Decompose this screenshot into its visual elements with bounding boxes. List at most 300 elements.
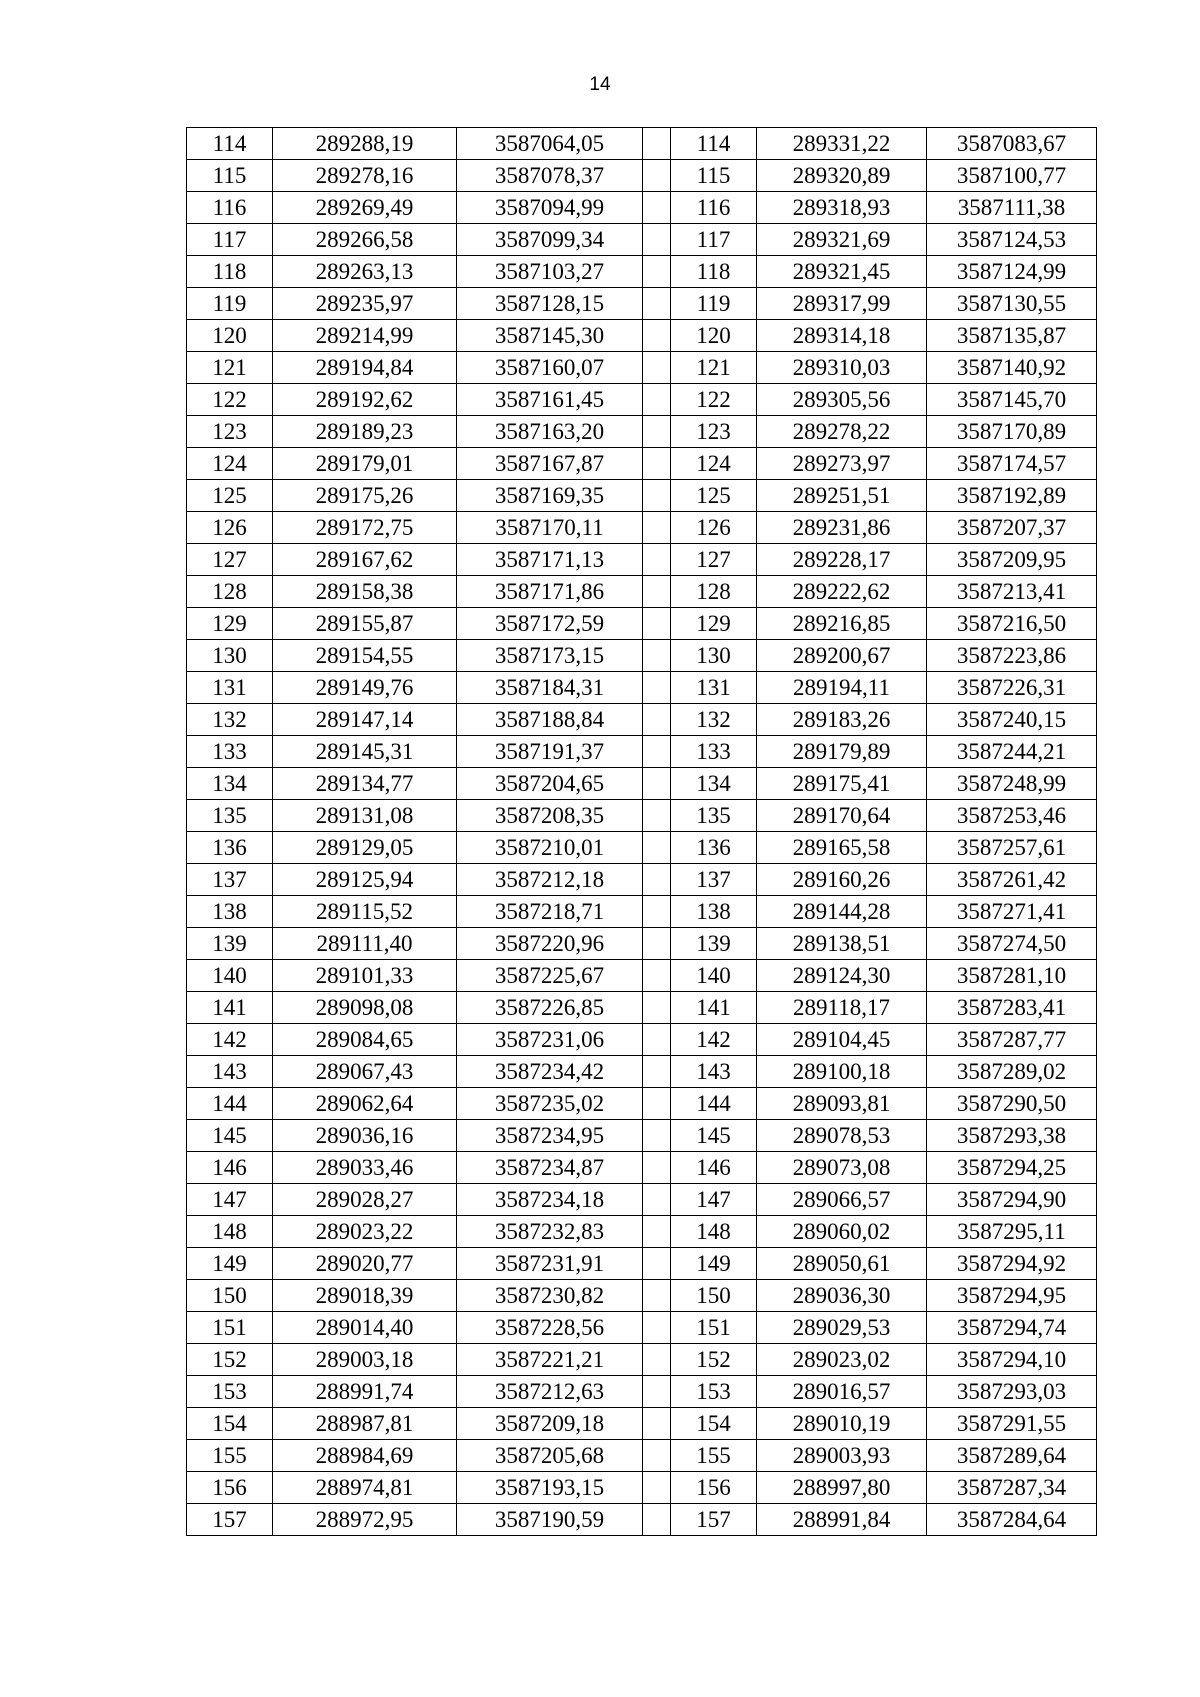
right-point-number-cell: 144 bbox=[671, 1088, 757, 1120]
left-x-coordinate-cell: 289003,18 bbox=[273, 1344, 457, 1376]
table-row bbox=[187, 992, 1097, 1024]
left-y-coordinate-cell: 3587193,15 bbox=[457, 1472, 643, 1504]
right-y-coordinate-cell: 3587283,41 bbox=[927, 992, 1097, 1024]
right-y-coordinate-cell: 3587140,92 bbox=[927, 352, 1097, 384]
right-x-coordinate-cell: 289093,81 bbox=[757, 1088, 927, 1120]
table-row bbox=[187, 640, 1097, 672]
right-x-coordinate-cell: 289036,30 bbox=[757, 1280, 927, 1312]
right-y-coordinate-cell: 3587257,61 bbox=[927, 832, 1097, 864]
table-row bbox=[187, 800, 1097, 832]
right-x-coordinate-cell: 289010,19 bbox=[757, 1408, 927, 1440]
right-y-coordinate-cell: 3587290,50 bbox=[927, 1088, 1097, 1120]
table-row bbox=[187, 288, 1097, 320]
left-point-number-cell: 149 bbox=[187, 1248, 273, 1280]
left-x-coordinate-cell: 289101,33 bbox=[273, 960, 457, 992]
left-point-number-cell: 126 bbox=[187, 512, 273, 544]
left-x-coordinate-cell: 289288,19 bbox=[273, 128, 457, 160]
spacer-cell bbox=[643, 448, 671, 480]
left-x-coordinate-cell: 288991,74 bbox=[273, 1376, 457, 1408]
left-y-coordinate-cell: 3587173,15 bbox=[457, 640, 643, 672]
right-point-number-cell: 155 bbox=[671, 1440, 757, 1472]
table-row bbox=[187, 448, 1097, 480]
right-y-coordinate-cell: 3587192,89 bbox=[927, 480, 1097, 512]
left-y-coordinate-cell: 3587064,05 bbox=[457, 128, 643, 160]
spacer-cell bbox=[643, 512, 671, 544]
left-point-number-cell: 114 bbox=[187, 128, 273, 160]
right-y-coordinate-cell: 3587213,41 bbox=[927, 576, 1097, 608]
table-row bbox=[187, 896, 1097, 928]
table-row bbox=[187, 416, 1097, 448]
left-y-coordinate-cell: 3587225,67 bbox=[457, 960, 643, 992]
right-x-coordinate-cell: 288991,84 bbox=[757, 1504, 927, 1536]
left-point-number-cell: 123 bbox=[187, 416, 273, 448]
left-y-coordinate-cell: 3587167,87 bbox=[457, 448, 643, 480]
left-x-coordinate-cell: 289214,99 bbox=[273, 320, 457, 352]
right-y-coordinate-cell: 3587274,50 bbox=[927, 928, 1097, 960]
right-y-coordinate-cell: 3587207,37 bbox=[927, 512, 1097, 544]
right-x-coordinate-cell: 289200,67 bbox=[757, 640, 927, 672]
spacer-cell bbox=[643, 320, 671, 352]
left-y-coordinate-cell: 3587205,68 bbox=[457, 1440, 643, 1472]
right-point-number-cell: 147 bbox=[671, 1184, 757, 1216]
spacer-cell bbox=[643, 1088, 671, 1120]
left-x-coordinate-cell: 289154,55 bbox=[273, 640, 457, 672]
right-y-coordinate-cell: 3587294,25 bbox=[927, 1152, 1097, 1184]
right-y-coordinate-cell: 3587111,38 bbox=[927, 192, 1097, 224]
right-y-coordinate-cell: 3587271,41 bbox=[927, 896, 1097, 928]
table-row bbox=[187, 704, 1097, 736]
right-point-number-cell: 129 bbox=[671, 608, 757, 640]
left-y-coordinate-cell: 3587163,20 bbox=[457, 416, 643, 448]
spacer-cell bbox=[643, 736, 671, 768]
spacer-cell bbox=[643, 352, 671, 384]
right-point-number-cell: 153 bbox=[671, 1376, 757, 1408]
table-row bbox=[187, 736, 1097, 768]
right-point-number-cell: 114 bbox=[671, 128, 757, 160]
left-x-coordinate-cell: 289167,62 bbox=[273, 544, 457, 576]
right-x-coordinate-cell: 289023,02 bbox=[757, 1344, 927, 1376]
left-x-coordinate-cell: 289263,13 bbox=[273, 256, 457, 288]
left-y-coordinate-cell: 3587218,71 bbox=[457, 896, 643, 928]
left-point-number-cell: 140 bbox=[187, 960, 273, 992]
left-x-coordinate-cell: 289269,49 bbox=[273, 192, 457, 224]
right-y-coordinate-cell: 3587124,99 bbox=[927, 256, 1097, 288]
left-point-number-cell: 125 bbox=[187, 480, 273, 512]
right-point-number-cell: 128 bbox=[671, 576, 757, 608]
left-point-number-cell: 153 bbox=[187, 1376, 273, 1408]
left-x-coordinate-cell: 289131,08 bbox=[273, 800, 457, 832]
right-point-number-cell: 145 bbox=[671, 1120, 757, 1152]
left-x-coordinate-cell: 289028,27 bbox=[273, 1184, 457, 1216]
left-point-number-cell: 122 bbox=[187, 384, 273, 416]
right-point-number-cell: 127 bbox=[671, 544, 757, 576]
left-y-coordinate-cell: 3587188,84 bbox=[457, 704, 643, 736]
left-x-coordinate-cell: 289278,16 bbox=[273, 160, 457, 192]
left-point-number-cell: 137 bbox=[187, 864, 273, 896]
right-x-coordinate-cell: 289118,17 bbox=[757, 992, 927, 1024]
left-x-coordinate-cell: 289235,97 bbox=[273, 288, 457, 320]
right-y-coordinate-cell: 3587209,95 bbox=[927, 544, 1097, 576]
right-y-coordinate-cell: 3587253,46 bbox=[927, 800, 1097, 832]
right-point-number-cell: 116 bbox=[671, 192, 757, 224]
table-row bbox=[187, 1472, 1097, 1504]
right-point-number-cell: 139 bbox=[671, 928, 757, 960]
left-y-coordinate-cell: 3587220,96 bbox=[457, 928, 643, 960]
right-point-number-cell: 126 bbox=[671, 512, 757, 544]
left-y-coordinate-cell: 3587228,56 bbox=[457, 1312, 643, 1344]
right-y-coordinate-cell: 3587145,70 bbox=[927, 384, 1097, 416]
right-y-coordinate-cell: 3587248,99 bbox=[927, 768, 1097, 800]
left-point-number-cell: 131 bbox=[187, 672, 273, 704]
left-x-coordinate-cell: 289018,39 bbox=[273, 1280, 457, 1312]
right-y-coordinate-cell: 3587284,64 bbox=[927, 1504, 1097, 1536]
left-point-number-cell: 120 bbox=[187, 320, 273, 352]
left-point-number-cell: 118 bbox=[187, 256, 273, 288]
right-point-number-cell: 141 bbox=[671, 992, 757, 1024]
right-x-coordinate-cell: 289273,97 bbox=[757, 448, 927, 480]
spacer-cell bbox=[643, 1280, 671, 1312]
spacer-cell bbox=[643, 544, 671, 576]
table-row bbox=[187, 1184, 1097, 1216]
right-y-coordinate-cell: 3587223,86 bbox=[927, 640, 1097, 672]
right-y-coordinate-cell: 3587124,53 bbox=[927, 224, 1097, 256]
right-x-coordinate-cell: 289222,62 bbox=[757, 576, 927, 608]
table-row bbox=[187, 128, 1097, 160]
right-y-coordinate-cell: 3587216,50 bbox=[927, 608, 1097, 640]
right-y-coordinate-cell: 3587226,31 bbox=[927, 672, 1097, 704]
left-point-number-cell: 119 bbox=[187, 288, 273, 320]
left-point-number-cell: 144 bbox=[187, 1088, 273, 1120]
left-y-coordinate-cell: 3587184,31 bbox=[457, 672, 643, 704]
table-row bbox=[187, 608, 1097, 640]
left-point-number-cell: 130 bbox=[187, 640, 273, 672]
left-y-coordinate-cell: 3587235,02 bbox=[457, 1088, 643, 1120]
table-row bbox=[187, 1504, 1097, 1536]
right-x-coordinate-cell: 289305,56 bbox=[757, 384, 927, 416]
left-y-coordinate-cell: 3587099,34 bbox=[457, 224, 643, 256]
spacer-cell bbox=[643, 128, 671, 160]
right-point-number-cell: 150 bbox=[671, 1280, 757, 1312]
spacer-cell bbox=[643, 832, 671, 864]
right-x-coordinate-cell: 289144,28 bbox=[757, 896, 927, 928]
table-row bbox=[187, 256, 1097, 288]
right-point-number-cell: 148 bbox=[671, 1216, 757, 1248]
left-x-coordinate-cell: 289192,62 bbox=[273, 384, 457, 416]
right-x-coordinate-cell: 289314,18 bbox=[757, 320, 927, 352]
right-point-number-cell: 121 bbox=[671, 352, 757, 384]
table-row bbox=[187, 224, 1097, 256]
left-x-coordinate-cell: 288972,95 bbox=[273, 1504, 457, 1536]
left-point-number-cell: 117 bbox=[187, 224, 273, 256]
right-point-number-cell: 134 bbox=[671, 768, 757, 800]
left-x-coordinate-cell: 289067,43 bbox=[273, 1056, 457, 1088]
left-y-coordinate-cell: 3587232,83 bbox=[457, 1216, 643, 1248]
right-point-number-cell: 130 bbox=[671, 640, 757, 672]
table-row bbox=[187, 544, 1097, 576]
spacer-cell bbox=[643, 384, 671, 416]
right-point-number-cell: 157 bbox=[671, 1504, 757, 1536]
right-x-coordinate-cell: 289073,08 bbox=[757, 1152, 927, 1184]
table-row bbox=[187, 672, 1097, 704]
right-y-coordinate-cell: 3587174,57 bbox=[927, 448, 1097, 480]
left-x-coordinate-cell: 289020,77 bbox=[273, 1248, 457, 1280]
right-x-coordinate-cell: 289228,17 bbox=[757, 544, 927, 576]
right-x-coordinate-cell: 289194,11 bbox=[757, 672, 927, 704]
left-x-coordinate-cell: 289062,64 bbox=[273, 1088, 457, 1120]
spacer-cell bbox=[643, 1152, 671, 1184]
spacer-cell bbox=[643, 992, 671, 1024]
right-x-coordinate-cell: 289183,26 bbox=[757, 704, 927, 736]
right-y-coordinate-cell: 3587130,55 bbox=[927, 288, 1097, 320]
left-x-coordinate-cell: 289266,58 bbox=[273, 224, 457, 256]
left-x-coordinate-cell: 289098,08 bbox=[273, 992, 457, 1024]
left-point-number-cell: 147 bbox=[187, 1184, 273, 1216]
right-point-number-cell: 140 bbox=[671, 960, 757, 992]
left-point-number-cell: 150 bbox=[187, 1280, 273, 1312]
coordinates-table-body bbox=[187, 128, 1097, 1536]
right-x-coordinate-cell: 289278,22 bbox=[757, 416, 927, 448]
left-x-coordinate-cell: 289134,77 bbox=[273, 768, 457, 800]
left-x-coordinate-cell: 289145,31 bbox=[273, 736, 457, 768]
left-x-coordinate-cell: 289014,40 bbox=[273, 1312, 457, 1344]
spacer-cell bbox=[643, 704, 671, 736]
left-y-coordinate-cell: 3587103,27 bbox=[457, 256, 643, 288]
table-row bbox=[187, 768, 1097, 800]
spacer-cell bbox=[643, 1440, 671, 1472]
spacer-cell bbox=[643, 1472, 671, 1504]
right-x-coordinate-cell: 289216,85 bbox=[757, 608, 927, 640]
right-y-coordinate-cell: 3587295,11 bbox=[927, 1216, 1097, 1248]
left-y-coordinate-cell: 3587234,18 bbox=[457, 1184, 643, 1216]
left-y-coordinate-cell: 3587172,59 bbox=[457, 608, 643, 640]
right-x-coordinate-cell: 289320,89 bbox=[757, 160, 927, 192]
right-x-coordinate-cell: 289317,99 bbox=[757, 288, 927, 320]
right-y-coordinate-cell: 3587281,10 bbox=[927, 960, 1097, 992]
spacer-cell bbox=[643, 256, 671, 288]
right-point-number-cell: 138 bbox=[671, 896, 757, 928]
table-row bbox=[187, 1152, 1097, 1184]
left-point-number-cell: 116 bbox=[187, 192, 273, 224]
right-y-coordinate-cell: 3587289,64 bbox=[927, 1440, 1097, 1472]
left-y-coordinate-cell: 3587191,37 bbox=[457, 736, 643, 768]
left-point-number-cell: 152 bbox=[187, 1344, 273, 1376]
table-row bbox=[187, 352, 1097, 384]
right-y-coordinate-cell: 3587287,34 bbox=[927, 1472, 1097, 1504]
spacer-cell bbox=[643, 768, 671, 800]
left-y-coordinate-cell: 3587231,06 bbox=[457, 1024, 643, 1056]
right-point-number-cell: 132 bbox=[671, 704, 757, 736]
table-row bbox=[187, 1280, 1097, 1312]
left-point-number-cell: 146 bbox=[187, 1152, 273, 1184]
left-x-coordinate-cell: 289129,05 bbox=[273, 832, 457, 864]
left-x-coordinate-cell: 289158,38 bbox=[273, 576, 457, 608]
left-y-coordinate-cell: 3587234,87 bbox=[457, 1152, 643, 1184]
spacer-cell bbox=[643, 800, 671, 832]
spacer-cell bbox=[643, 960, 671, 992]
left-point-number-cell: 145 bbox=[187, 1120, 273, 1152]
right-y-coordinate-cell: 3587294,74 bbox=[927, 1312, 1097, 1344]
table-row bbox=[187, 1088, 1097, 1120]
right-y-coordinate-cell: 3587293,03 bbox=[927, 1376, 1097, 1408]
left-x-coordinate-cell: 289023,22 bbox=[273, 1216, 457, 1248]
right-x-coordinate-cell: 289175,41 bbox=[757, 768, 927, 800]
left-y-coordinate-cell: 3587145,30 bbox=[457, 320, 643, 352]
left-y-coordinate-cell: 3587221,21 bbox=[457, 1344, 643, 1376]
right-x-coordinate-cell: 289165,58 bbox=[757, 832, 927, 864]
right-point-number-cell: 146 bbox=[671, 1152, 757, 1184]
left-y-coordinate-cell: 3587230,82 bbox=[457, 1280, 643, 1312]
spacer-cell bbox=[643, 1376, 671, 1408]
right-y-coordinate-cell: 3587240,15 bbox=[927, 704, 1097, 736]
right-x-coordinate-cell: 289138,51 bbox=[757, 928, 927, 960]
left-y-coordinate-cell: 3587161,45 bbox=[457, 384, 643, 416]
spacer-cell bbox=[643, 928, 671, 960]
left-x-coordinate-cell: 289125,94 bbox=[273, 864, 457, 896]
right-x-coordinate-cell: 289170,64 bbox=[757, 800, 927, 832]
table-row bbox=[187, 832, 1097, 864]
right-x-coordinate-cell: 289124,30 bbox=[757, 960, 927, 992]
right-x-coordinate-cell: 289251,51 bbox=[757, 480, 927, 512]
spacer-cell bbox=[643, 480, 671, 512]
table-row bbox=[187, 1344, 1097, 1376]
spacer-cell bbox=[643, 1120, 671, 1152]
left-x-coordinate-cell: 289172,75 bbox=[273, 512, 457, 544]
right-point-number-cell: 137 bbox=[671, 864, 757, 896]
right-y-coordinate-cell: 3587294,90 bbox=[927, 1184, 1097, 1216]
left-point-number-cell: 132 bbox=[187, 704, 273, 736]
right-y-coordinate-cell: 3587294,92 bbox=[927, 1248, 1097, 1280]
right-point-number-cell: 149 bbox=[671, 1248, 757, 1280]
spacer-cell bbox=[643, 160, 671, 192]
table-row bbox=[187, 928, 1097, 960]
left-point-number-cell: 157 bbox=[187, 1504, 273, 1536]
left-y-coordinate-cell: 3587209,18 bbox=[457, 1408, 643, 1440]
right-x-coordinate-cell: 289104,45 bbox=[757, 1024, 927, 1056]
right-point-number-cell: 115 bbox=[671, 160, 757, 192]
right-point-number-cell: 136 bbox=[671, 832, 757, 864]
left-x-coordinate-cell: 289175,26 bbox=[273, 480, 457, 512]
table-row bbox=[187, 320, 1097, 352]
table-row bbox=[187, 1376, 1097, 1408]
left-point-number-cell: 139 bbox=[187, 928, 273, 960]
right-y-coordinate-cell: 3587291,55 bbox=[927, 1408, 1097, 1440]
left-x-coordinate-cell: 288987,81 bbox=[273, 1408, 457, 1440]
spacer-cell bbox=[643, 192, 671, 224]
right-y-coordinate-cell: 3587287,77 bbox=[927, 1024, 1097, 1056]
right-point-number-cell: 152 bbox=[671, 1344, 757, 1376]
right-x-coordinate-cell: 289003,93 bbox=[757, 1440, 927, 1472]
spacer-cell bbox=[643, 1248, 671, 1280]
right-y-coordinate-cell: 3587261,42 bbox=[927, 864, 1097, 896]
left-y-coordinate-cell: 3587128,15 bbox=[457, 288, 643, 320]
left-point-number-cell: 128 bbox=[187, 576, 273, 608]
left-point-number-cell: 124 bbox=[187, 448, 273, 480]
spacer-cell bbox=[643, 1312, 671, 1344]
table-row bbox=[187, 864, 1097, 896]
right-point-number-cell: 118 bbox=[671, 256, 757, 288]
right-point-number-cell: 125 bbox=[671, 480, 757, 512]
left-point-number-cell: 136 bbox=[187, 832, 273, 864]
left-y-coordinate-cell: 3587170,11 bbox=[457, 512, 643, 544]
right-x-coordinate-cell: 289016,57 bbox=[757, 1376, 927, 1408]
left-point-number-cell: 151 bbox=[187, 1312, 273, 1344]
spacer-cell bbox=[643, 608, 671, 640]
right-point-number-cell: 143 bbox=[671, 1056, 757, 1088]
spacer-cell bbox=[643, 1504, 671, 1536]
left-point-number-cell: 154 bbox=[187, 1408, 273, 1440]
right-y-coordinate-cell: 3587293,38 bbox=[927, 1120, 1097, 1152]
right-x-coordinate-cell: 289231,86 bbox=[757, 512, 927, 544]
right-point-number-cell: 151 bbox=[671, 1312, 757, 1344]
left-point-number-cell: 155 bbox=[187, 1440, 273, 1472]
right-point-number-cell: 156 bbox=[671, 1472, 757, 1504]
table-row bbox=[187, 512, 1097, 544]
right-point-number-cell: 154 bbox=[671, 1408, 757, 1440]
table-row bbox=[187, 576, 1097, 608]
right-x-coordinate-cell: 289066,57 bbox=[757, 1184, 927, 1216]
left-x-coordinate-cell: 288984,69 bbox=[273, 1440, 457, 1472]
left-y-coordinate-cell: 3587171,86 bbox=[457, 576, 643, 608]
table-row bbox=[187, 160, 1097, 192]
right-point-number-cell: 123 bbox=[671, 416, 757, 448]
table-row bbox=[187, 1024, 1097, 1056]
spacer-cell bbox=[643, 288, 671, 320]
left-point-number-cell: 138 bbox=[187, 896, 273, 928]
table-row bbox=[187, 1216, 1097, 1248]
spacer-cell bbox=[643, 672, 671, 704]
left-x-coordinate-cell: 289115,52 bbox=[273, 896, 457, 928]
table-row bbox=[187, 1056, 1097, 1088]
left-point-number-cell: 121 bbox=[187, 352, 273, 384]
left-y-coordinate-cell: 3587212,18 bbox=[457, 864, 643, 896]
left-y-coordinate-cell: 3587160,07 bbox=[457, 352, 643, 384]
table-row bbox=[187, 192, 1097, 224]
spacer-cell bbox=[643, 1344, 671, 1376]
right-y-coordinate-cell: 3587100,77 bbox=[927, 160, 1097, 192]
left-x-coordinate-cell: 289189,23 bbox=[273, 416, 457, 448]
left-point-number-cell: 133 bbox=[187, 736, 273, 768]
right-x-coordinate-cell: 289029,53 bbox=[757, 1312, 927, 1344]
right-y-coordinate-cell: 3587135,87 bbox=[927, 320, 1097, 352]
right-x-coordinate-cell: 289078,53 bbox=[757, 1120, 927, 1152]
left-x-coordinate-cell: 289194,84 bbox=[273, 352, 457, 384]
right-x-coordinate-cell: 289050,61 bbox=[757, 1248, 927, 1280]
left-x-coordinate-cell: 289084,65 bbox=[273, 1024, 457, 1056]
spacer-cell bbox=[643, 1056, 671, 1088]
left-x-coordinate-cell: 289149,76 bbox=[273, 672, 457, 704]
table-row bbox=[187, 960, 1097, 992]
left-y-coordinate-cell: 3587234,42 bbox=[457, 1056, 643, 1088]
right-x-coordinate-cell: 289321,45 bbox=[757, 256, 927, 288]
table-row bbox=[187, 1408, 1097, 1440]
left-point-number-cell: 148 bbox=[187, 1216, 273, 1248]
table-row bbox=[187, 480, 1097, 512]
left-x-coordinate-cell: 289147,14 bbox=[273, 704, 457, 736]
left-y-coordinate-cell: 3587204,65 bbox=[457, 768, 643, 800]
right-point-number-cell: 117 bbox=[671, 224, 757, 256]
left-y-coordinate-cell: 3587169,35 bbox=[457, 480, 643, 512]
right-x-coordinate-cell: 288997,80 bbox=[757, 1472, 927, 1504]
left-point-number-cell: 141 bbox=[187, 992, 273, 1024]
left-x-coordinate-cell: 289111,40 bbox=[273, 928, 457, 960]
left-x-coordinate-cell: 289179,01 bbox=[273, 448, 457, 480]
spacer-cell bbox=[643, 576, 671, 608]
coordinates-table bbox=[186, 127, 1097, 1536]
left-x-coordinate-cell: 288974,81 bbox=[273, 1472, 457, 1504]
spacer-cell bbox=[643, 1408, 671, 1440]
right-y-coordinate-cell: 3587289,02 bbox=[927, 1056, 1097, 1088]
left-y-coordinate-cell: 3587190,59 bbox=[457, 1504, 643, 1536]
